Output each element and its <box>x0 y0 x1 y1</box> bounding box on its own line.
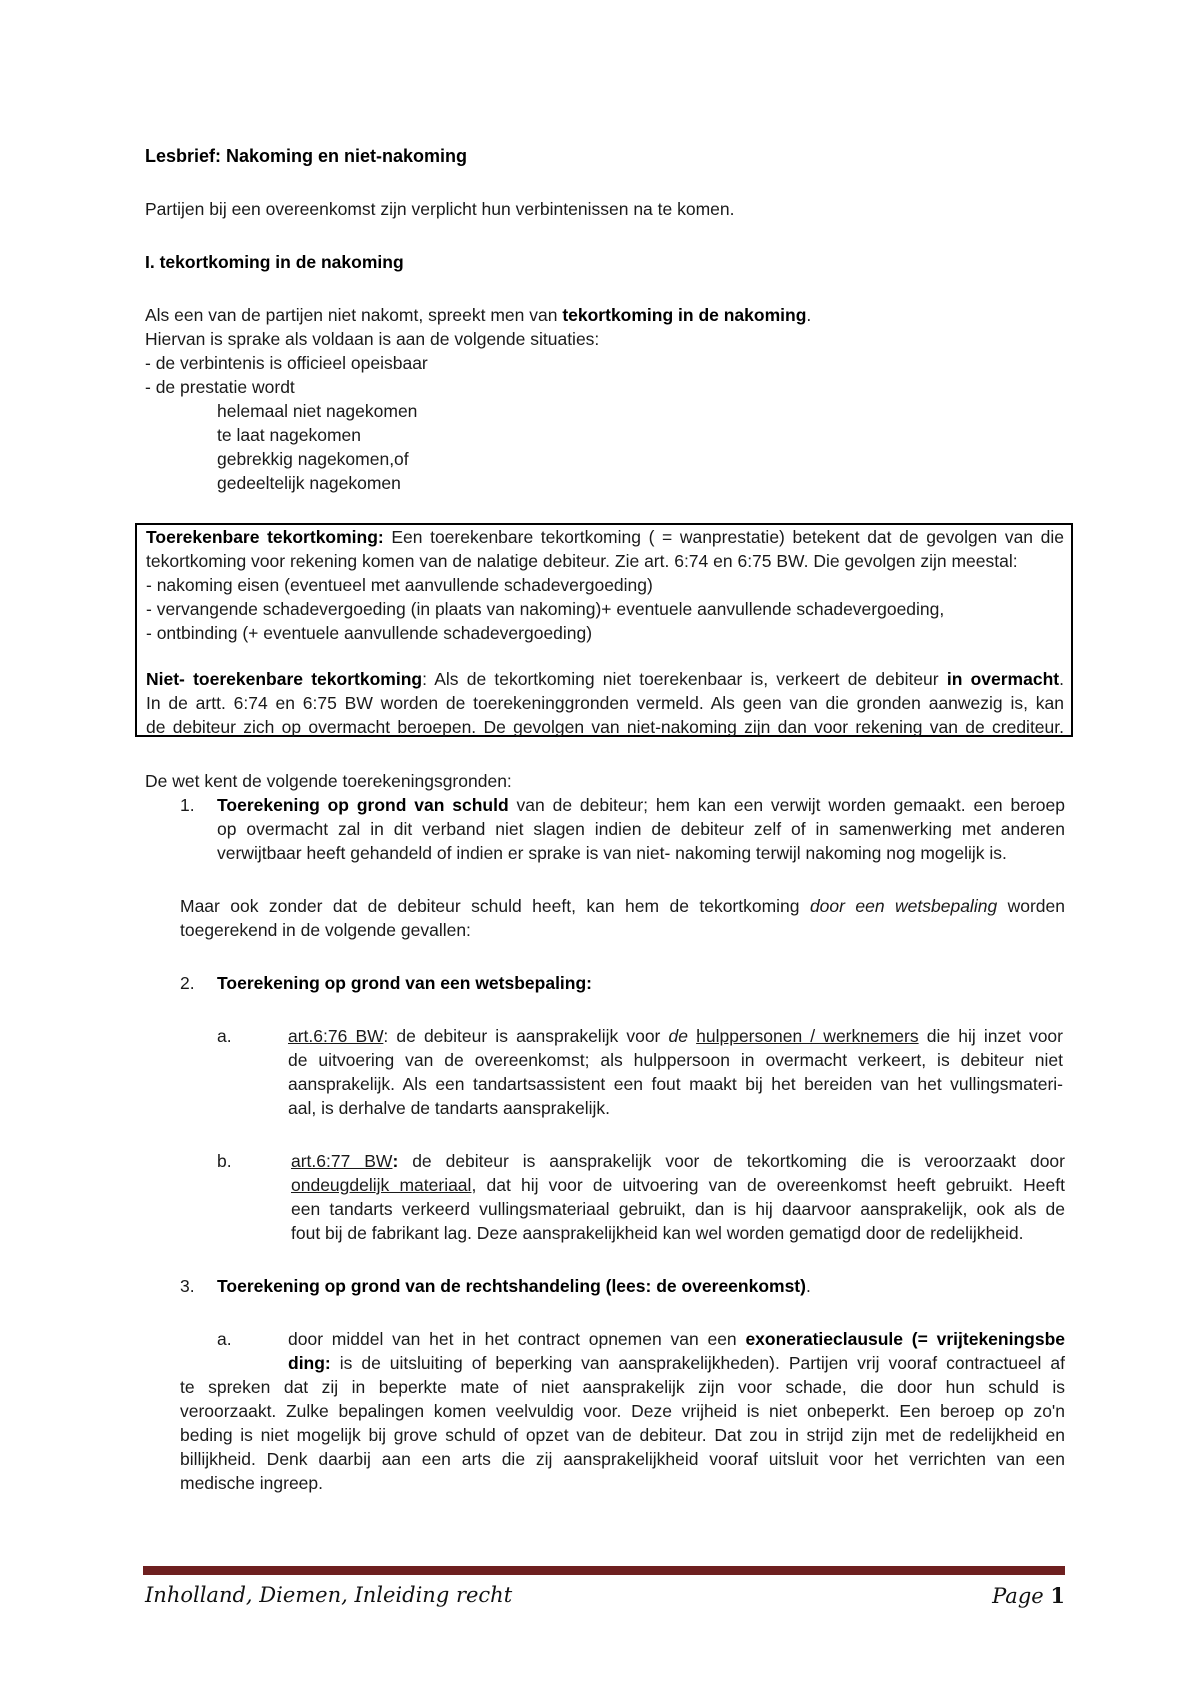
list-letter: a. <box>217 1026 232 1046</box>
maar-paragraph: Maar ook zonder dat de debiteur schuld heeft, kan hem de tekortkoming door een wetsbepaling worden <box>180 896 1066 916</box>
list-number: 2. <box>180 973 195 993</box>
box-line: - ontbinding (+ eventuele aanvullende schadevergoeding) <box>146 623 593 643</box>
item3a-line: billijkheid. Denk daarbij aan een arts die zij aansprakelijkheid vooraf uitsluit voor het verrichten van een <box>180 1449 1065 1469</box>
item2b-line: ondeugdelijk materiaal, dat hij voor de uitvoering van de overeenkomst heeft gebruikt. Heeft <box>291 1175 1065 1195</box>
list-letter: a. <box>217 1329 232 1349</box>
box-line: Toerekenbare tekortkoming: Een toerekenbare tekortkoming ( = wanprestatie) betekent dat de gevolgen van die <box>146 527 1064 547</box>
item2a-line: aansprakelijk. Als een tandartsassistent een fout maakt bij het bereiden van het vullingsmateri- <box>288 1074 1063 1094</box>
box-line: - vervangende schadevergoeding (in plaats van nakoming)+ eventuele aanvullende schadevergoeding, <box>146 599 945 619</box>
page-number: Page 1 <box>992 1583 1065 1608</box>
sub-list-item: te laat nagekomen <box>217 425 361 445</box>
box-line: Niet- toerekenbare tekortkoming: Als de tekortkoming niet toerekenbaar is, verkeert de debiteur in overmacht. <box>146 669 1064 689</box>
item3a-line: ding: is de uitsluiting of beperking van aansprakelijkheden). Partijen vrij vooraf contractueel af <box>288 1353 1065 1373</box>
footer-divider <box>143 1566 1065 1575</box>
list-letter: b. <box>217 1151 232 1171</box>
maar-paragraph-2: toegerekend in de volgende gevallen: <box>180 920 471 940</box>
list-number: 3. <box>180 1276 195 1296</box>
item1-line: Toerekening op grond van schuld van de debiteur; hem kan een verwijt worden gemaakt. een beroep <box>217 795 1065 815</box>
box-line: In de artt. 6:74 en 6:75 BW worden de toerekeninggronden vermeld. Als geen van die gronden aanwezig is, kan <box>146 693 1064 713</box>
intro-paragraph: Partijen bij een overeenkomst zijn verplicht hun verbintenissen na te komen. <box>145 199 735 219</box>
sub-list-item: gebrekkig nagekomen,of <box>217 449 409 469</box>
item3a-line: door middel van het in het contract opnemen van een exoneratieclausule (= vrijtekeningsbe <box>288 1329 1066 1349</box>
box-line: de debiteur zich op overmacht beroepen. De gevolgen van niet-nakoming zijn dan voor rekening van de crediteur. <box>146 717 1064 737</box>
item2b-line: een tandarts verkeerd vullingsmateriaal gebruikt, dan is hij daarvoor aansprakelijk, ook als de <box>291 1199 1065 1219</box>
item2a-line: art.6:76 BW: de debiteur is aansprakelijk voor de hulppersonen / werknemers die hij inzet voor <box>288 1026 1063 1046</box>
item3a-line: medische ingreep. <box>180 1473 323 1493</box>
item2-heading: Toerekening op grond van een wetsbepaling: <box>217 973 593 993</box>
list-item: - de prestatie wordt <box>145 377 295 397</box>
item2a-line: aal, is derhalve de tandarts aansprakelijk. <box>288 1098 610 1118</box>
footer-text: Inholland, Diemen, Inleiding recht <box>145 1583 513 1607</box>
grounds-intro: De wet kent de volgende toerekeningsgronden: <box>145 771 512 791</box>
section1-paragraph: Als een van de partijen niet nakomt, spreekt men van tekortkoming in de nakoming. <box>145 305 812 325</box>
item3a-line: veroorzaakt. Zulke bepalingen komen veelvuldig voor. Deze vrijheid is niet onbeperkt. Een beroep op zo'n <box>180 1401 1065 1421</box>
box-line: tekortkoming voor rekening komen van de nalatige debiteur. Zie art. 6:74 en 6:75 BW. Die gevolgen zijn meestal: <box>146 551 1018 571</box>
item2b-line: art.6:77 BW: de debiteur is aansprakelijk voor de tekortkoming die is veroorzaakt door <box>291 1151 1065 1171</box>
item1-line: op overmacht zal in dit verband niet slagen indien de debiteur zelf of in samenwerking met anderen <box>217 819 1065 839</box>
item2a-line: de uitvoering van de overeenkomst; als hulppersoon in overmacht verkeert, is debiteur niet <box>288 1050 1063 1070</box>
page-title: Lesbrief: Nakoming en niet-nakoming <box>145 146 468 166</box>
item3-heading: Toerekening op grond van de rechtshandeling (lees: de overeenkomst). <box>217 1276 811 1296</box>
box-line: - nakoming eisen (eventueel met aanvullende schadevergoeding) <box>146 575 653 595</box>
item3a-line: te spreken dat zij in beperkte mate of niet aansprakelijk zijn voor schade, die door hun schuld is <box>180 1377 1065 1397</box>
sub-list-item: gedeeltelijk nagekomen <box>217 473 401 493</box>
item1-line: verwijtbaar heeft gehandeld of indien er sprake is van niet- nakoming terwijl nakoming nog mogelijk is. <box>217 843 1007 863</box>
list-item: - de verbintenis is officieel opeisbaar <box>145 353 428 373</box>
list-number: 1. <box>180 795 195 815</box>
item3a-line: beding is niet mogelijk bij grove schuld of opzet van de debiteur. Dat zou in strijd zijn met de redelijkheid en <box>180 1425 1065 1445</box>
definition-box <box>135 523 1073 737</box>
section1-paragraph-2: Hiervan is sprake als voldaan is aan de volgende situaties: <box>145 329 600 349</box>
sub-list-item: helemaal niet nagekomen <box>217 401 418 421</box>
section-heading: I. tekortkoming in de nakoming <box>145 252 404 272</box>
item2b-line: fout bij de fabrikant lag. Deze aansprakelijkheid kan wel worden gematigd door de redelijkheid. <box>291 1223 1024 1243</box>
